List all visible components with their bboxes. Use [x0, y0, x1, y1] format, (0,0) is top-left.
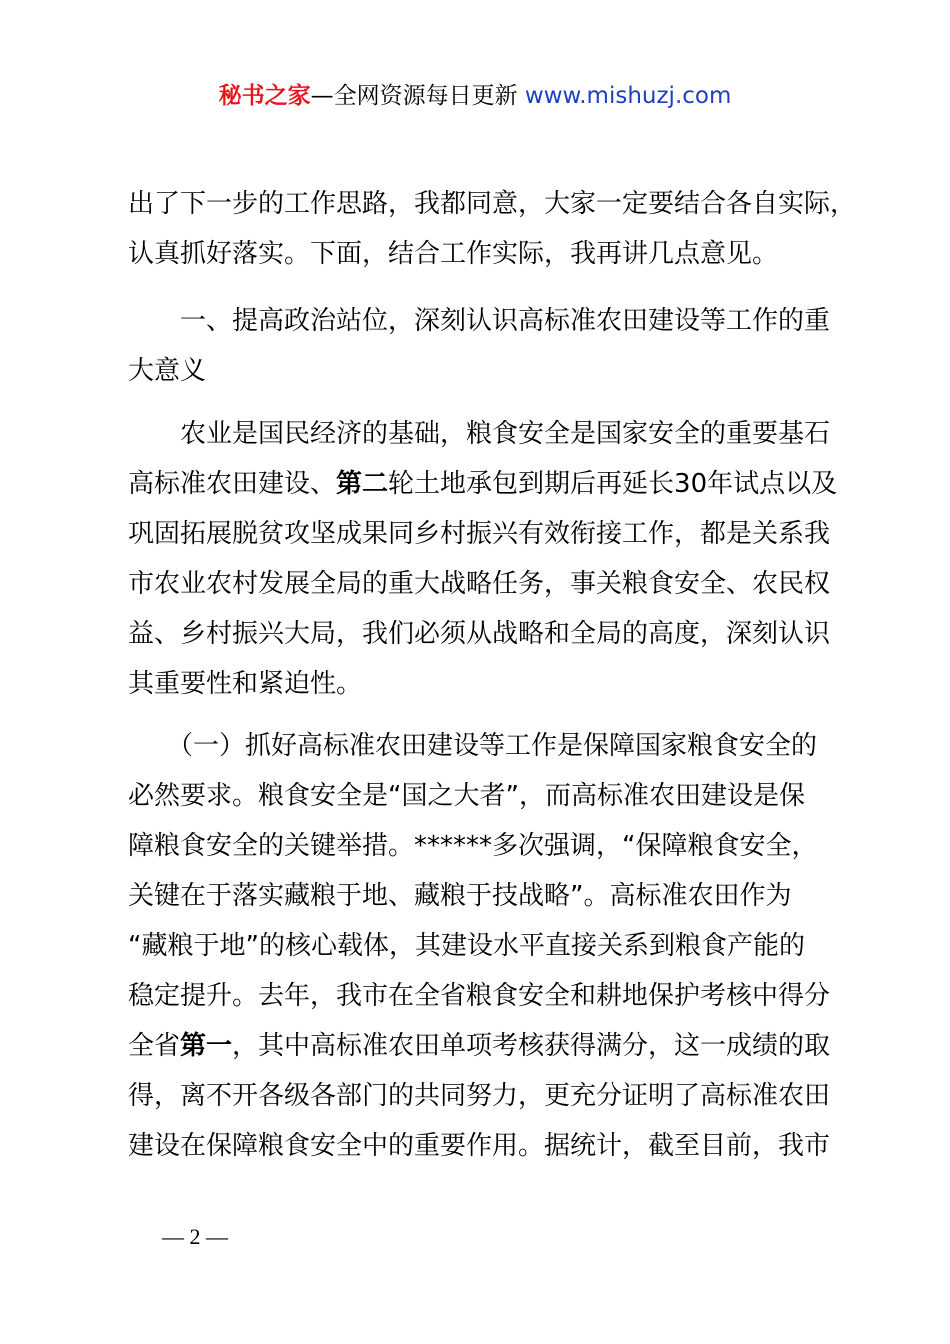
emphasis-text: 第一 — [180, 1031, 233, 1061]
text-line: 益、乡村振兴大局，我们必须从战略和全局的高度，深刻认识 — [128, 619, 831, 649]
text-line: 出了下一步的工作思路，我都同意，大家一定要结合各自实际， — [128, 189, 857, 219]
text-line: 关键在于落实藏粮于地、藏粮于技战略”。高标准农田作为 — [128, 881, 792, 911]
page-number: — 2 — — [162, 1224, 228, 1249]
text-line: “藏粮于地”的核心载体，其建设水平直接关系到粮食产能的 — [128, 931, 805, 961]
emphasis-text: 第二 — [336, 469, 389, 499]
section-heading: 大意义 — [128, 356, 207, 386]
site-url[interactable]: www.mishuzj.com — [524, 83, 732, 109]
text-line: 必然要求。粮食安全是“国之大者”，而高标准农田建设是保 — [128, 781, 805, 811]
brand-name: 秘书之家 — [218, 83, 311, 109]
text-line: 市农业农村发展全局的重大战略任务，事关粮食安全、农民权 — [128, 569, 831, 599]
text-line: （一）抓好高标准农田建设等工作是保障国家粮食安全的 — [128, 731, 818, 761]
text-line: 农业是国民经济的基础，粮食安全是国家安全的重要基石 — [128, 419, 831, 449]
text-line: 全省第一，其中高标准农田单项考核获得满分，这一成绩的取 — [128, 1031, 831, 1061]
text-line: 高标准农田建设、第二轮土地承包到期后再延长30年试点以及 — [128, 469, 838, 499]
section-heading: 一、提高政治站位，深刻认识高标准农田建设等工作的重 — [128, 306, 831, 336]
site-header — [0, 80, 950, 112]
text-line: 障粮食安全的关键举措。******多次强调，“保障粮食安全， — [128, 831, 818, 861]
text-line: 认真抓好落实。下面，结合工作实际，我再讲几点意见。 — [128, 239, 779, 269]
text-line: 稳定提升。去年，我市在全省粮食安全和耕地保护考核中得分 — [128, 981, 831, 1011]
text-line: 其重要性和紧迫性。 — [128, 669, 363, 699]
text-line: 建设在保障粮食安全中的重要作用。据统计，截至目前，我市 — [128, 1131, 831, 1161]
header-tagline: —全网资源每日更新 — [310, 83, 525, 109]
text-line: 得，离不开各级各部门的共同努力，更充分证明了高标准农田 — [128, 1081, 831, 1111]
text-line: 巩固拓展脱贫攻坚成果同乡村振兴有效衔接工作，都是关系我 — [128, 519, 831, 549]
